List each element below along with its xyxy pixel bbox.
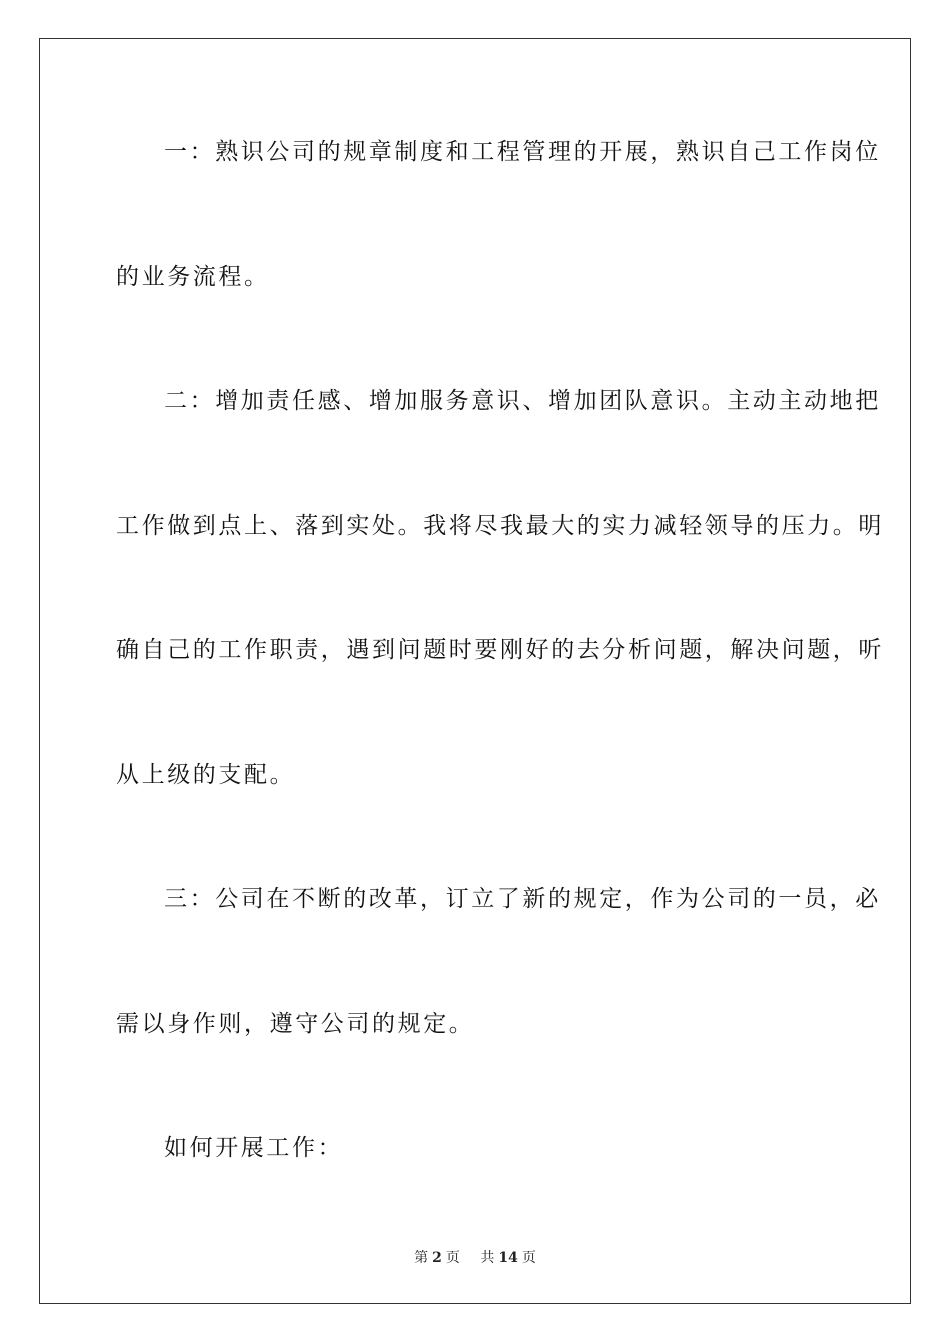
page-suffix: 页 bbox=[445, 1250, 460, 1266]
paragraph-2-line-1: 二：增加责任感、增加服务意识、增加团队意识。主动主动地把 bbox=[164, 388, 881, 414]
paragraph-1-line-1: 一：熟识公司的规章制度和工程管理的开展，熟识自己工作岗位 bbox=[164, 139, 881, 165]
page-prefix: 第 bbox=[414, 1250, 429, 1266]
paragraph-1-line-2: 的业务流程。 bbox=[116, 264, 270, 290]
section-heading-how-to-work: 如何开展工作： bbox=[164, 1135, 344, 1161]
page-border bbox=[39, 38, 911, 1304]
page-current: 2 bbox=[432, 1250, 442, 1266]
total-suffix: 页 bbox=[521, 1250, 536, 1266]
paragraph-2-line-2: 工作做到点上、落到实处。我将尽我最大的实力减轻领导的压力。明 bbox=[116, 513, 884, 539]
paragraph-2-line-4: 从上级的支配。 bbox=[116, 762, 296, 788]
page-total: 14 bbox=[498, 1250, 518, 1266]
total-prefix: 共 bbox=[480, 1250, 495, 1266]
page-footer bbox=[0, 1248, 950, 1268]
paragraph-2-line-3: 确自己的工作职责，遇到问题时要刚好的去分析问题，解决问题，听 bbox=[116, 637, 884, 663]
paragraph-3-line-2: 需以身作则，遵守公司的规定。 bbox=[116, 1011, 475, 1037]
page-total-indicator bbox=[478, 1250, 537, 1266]
page-indicator bbox=[412, 1250, 462, 1266]
paragraph-3-line-1: 三：公司在不断的改革，订立了新的规定，作为公司的一员，必 bbox=[164, 886, 881, 912]
